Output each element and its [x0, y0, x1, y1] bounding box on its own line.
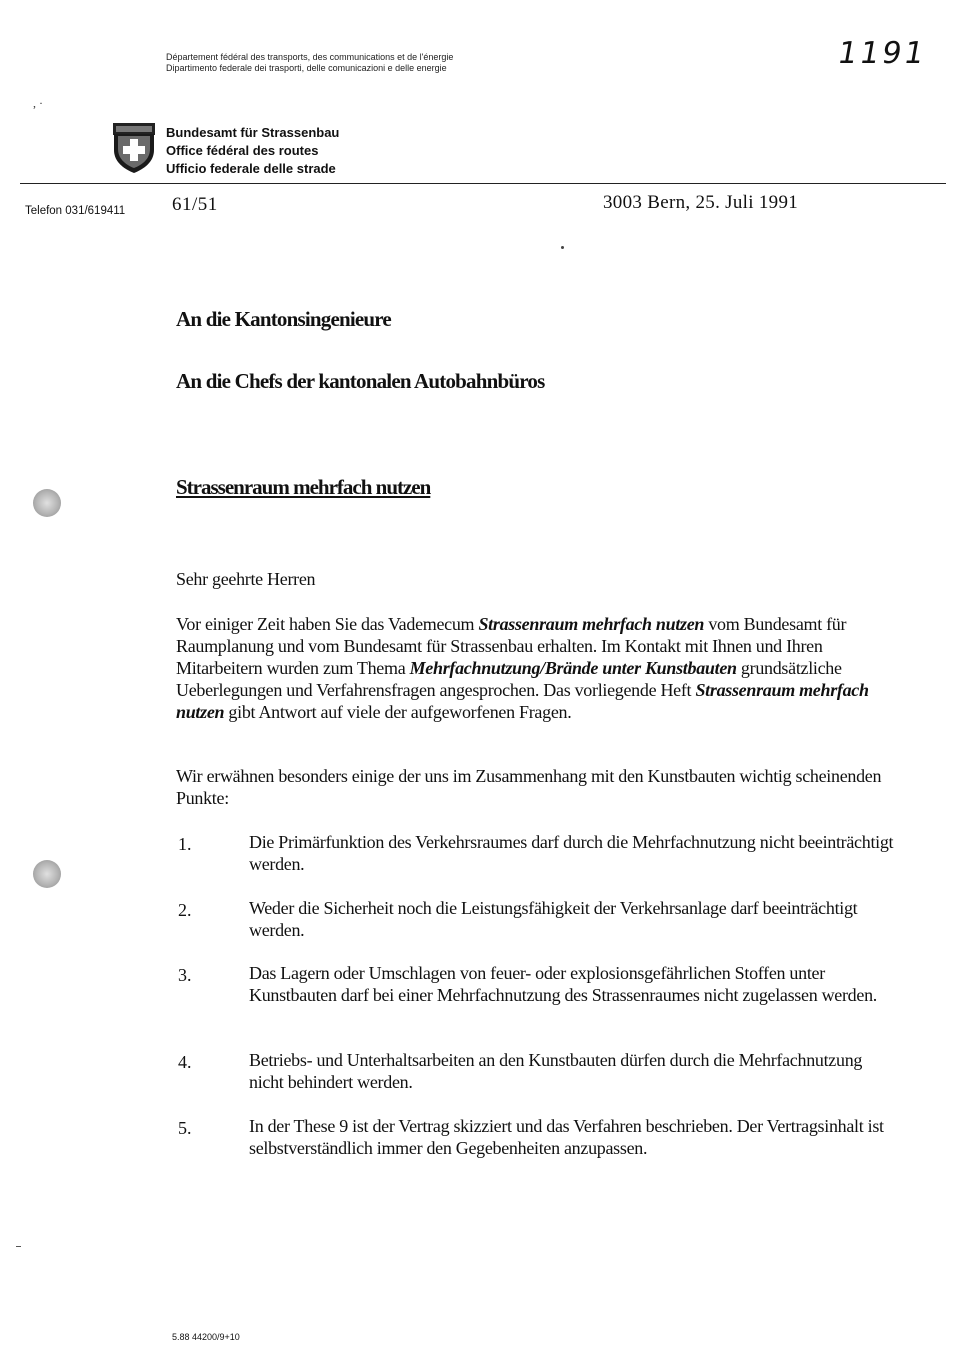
reference-number: 61/51 — [172, 194, 218, 215]
point-number: 1. — [178, 834, 192, 854]
point-number: 3. — [178, 965, 192, 985]
swiss-crest-icon — [112, 122, 156, 174]
intro-text: vom Bundesamt für Raumplanung und vom Bundesamt für Strassenbau erhalten. Im Kontakt mit Ihnen und Ihren Mitarbeitern wurden zum Thema — [176, 614, 847, 678]
recipient-line: An die Chefs der kantonalen Autobahnbüros — [176, 369, 545, 393]
point-text: In der These 9 ist der Vertrag skizziert und das Verfahren beschrieben. Der Vertragsinhalt ist selbstverständlich immer den Gegebenheiten anzupassen. — [249, 1116, 884, 1158]
department-header — [166, 52, 453, 74]
point-number: 4. — [178, 1052, 192, 1072]
intro-text: grundsätzliche Ueberlegungen und Verfahrensfragen angesprochen. Das vorliegende Heft — [176, 658, 842, 700]
office-name — [166, 124, 339, 178]
department-fr: Département fédéral des transports, des communications et de l'énergie — [166, 52, 454, 62]
handwritten-number: 1191 — [834, 36, 930, 71]
subject-line: Strassenraum mehrfach nutzen — [176, 475, 431, 499]
point-number: 5. — [178, 1118, 192, 1138]
office-it: Ufficio federale delle strade — [166, 161, 336, 176]
lead-in-paragraph: Wir erwähnen besonders einige der uns im Zusammenhang mit den Kunstbauten wichtig scheinenden Punkte: — [176, 766, 882, 808]
scan-speck: , · — [33, 96, 43, 110]
salutation: Sehr geehrte Herren — [176, 569, 316, 589]
recipient-line: An die Kantonsingenieure — [176, 307, 391, 331]
office-de: Bundesamt für Strassenbau — [166, 125, 340, 140]
punch-hole-icon — [33, 860, 61, 888]
title-emphasis: Strassenraum mehrfach nutzen — [478, 614, 705, 634]
telephone: Telefon 031/619411 — [25, 205, 126, 217]
scan-dot — [561, 246, 564, 249]
punch-hole-icon — [33, 489, 61, 517]
department-it: Dipartimento federale dei trasporti, delle comunicazioni e delle energie — [166, 63, 447, 73]
point-text: Das Lagern oder Umschlagen von feuer- oder explosionsgefährlichen Stoffen unter Kunstbauten darf bei einer Mehrfachnutzung des Strassenraumes nicht zugelassen werden. — [249, 963, 877, 1005]
intro-text: gibt Antwort auf viele der aufgeworfenen Fragen. — [224, 702, 572, 722]
title-emphasis: Strassenraum mehrfach nutzen — [176, 680, 869, 722]
topic-emphasis: Mehrfachnutzung/Brände unter Kunstbauten — [409, 658, 737, 678]
intro-text: Vor einiger Zeit haben Sie das Vademecum — [176, 614, 479, 634]
intro-paragraph — [176, 613, 896, 723]
scan-mark — [16, 1246, 21, 1247]
place-date: 3003 Bern, 25. Juli 1991 — [603, 192, 799, 213]
header-rule — [20, 183, 946, 184]
point-text: Weder die Sicherheit noch die Leistungsfähigkeit der Verkehrsanlage darf beeinträchtigt werden. — [249, 898, 858, 940]
point-text: Betriebs- und Unterhaltsarbeiten an den Kunstbauten dürfen durch die Mehrfachnutzung nicht behindert werden. — [249, 1050, 863, 1092]
form-code: 5.88 44200/9+10 — [172, 1332, 240, 1342]
point-text: Die Primärfunktion des Verkehrsraumes darf durch die Mehrfachnutzung nicht beeinträchtigt werden. — [249, 832, 894, 874]
point-number: 2. — [178, 900, 192, 920]
office-fr: Office fédéral des routes — [166, 143, 319, 158]
